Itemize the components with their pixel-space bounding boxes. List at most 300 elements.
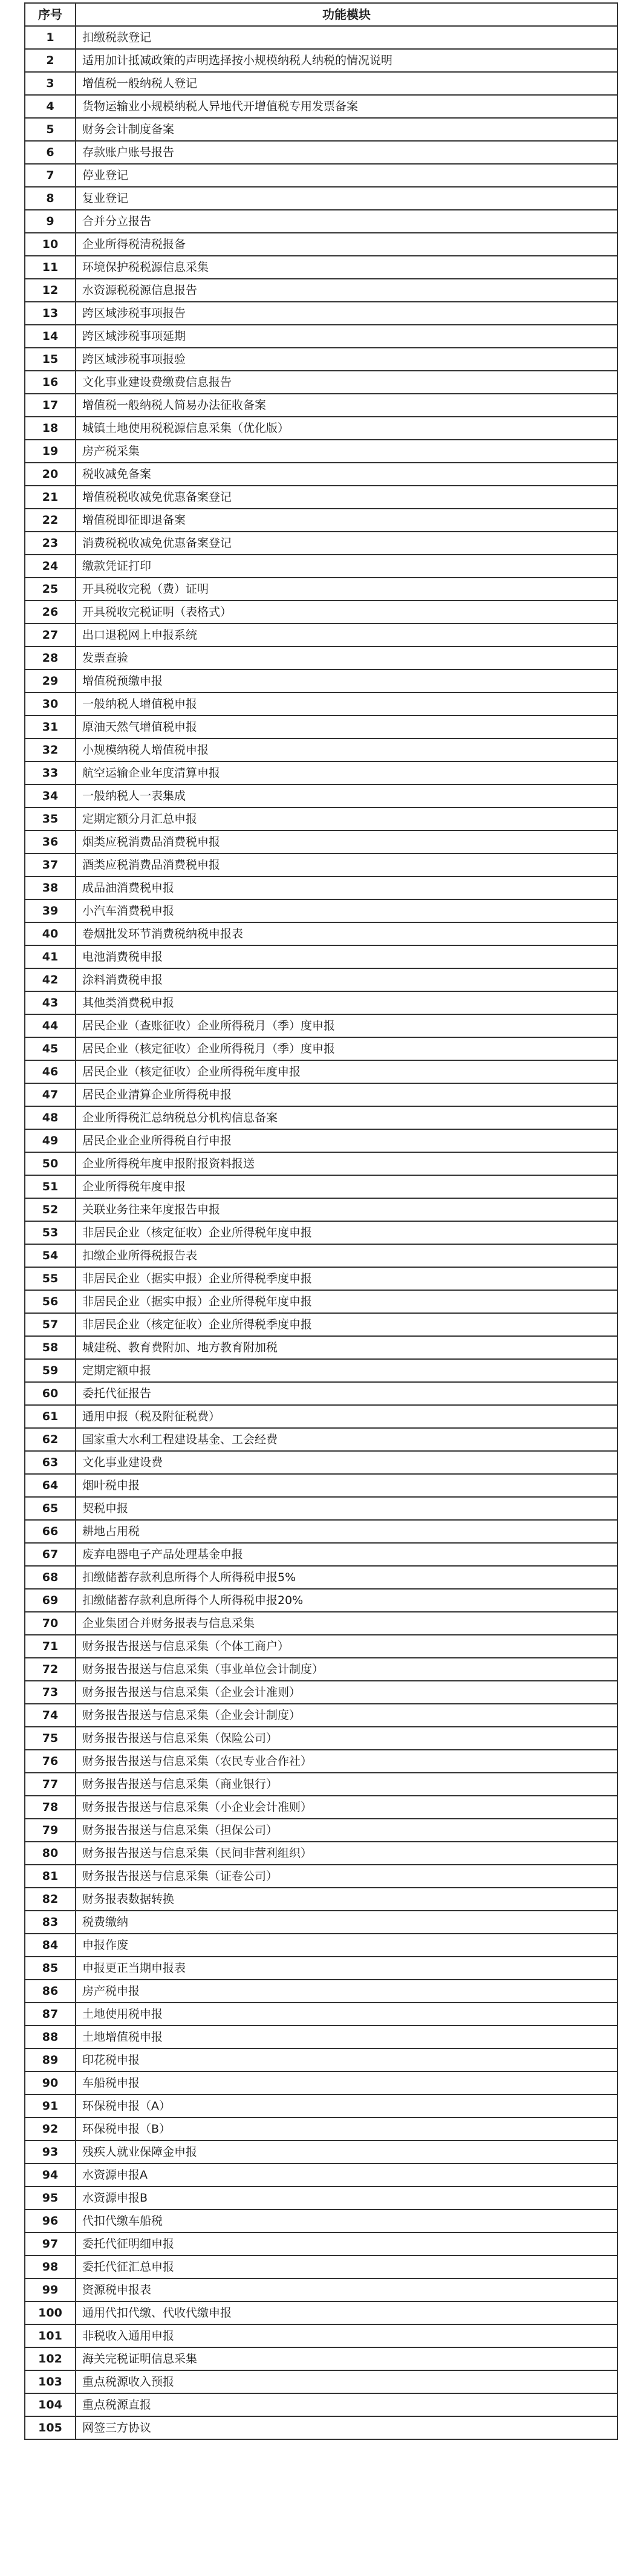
row-function-module: 停业登记 <box>76 164 617 187</box>
row-function-module: 环保税申报（A） <box>76 2095 617 2118</box>
row-function-module: 财务报告报送与信息采集（农民专业合作社） <box>76 1750 617 1773</box>
table-row <box>25 1911 617 1934</box>
row-function-module: 土地增值税申报 <box>76 2026 617 2049</box>
row-serial-number: 59 <box>25 1359 76 1382</box>
table-row <box>25 2347 617 2370</box>
table-row <box>25 1382 617 1405</box>
row-serial-number: 41 <box>25 945 76 968</box>
table-row <box>25 1980 617 2003</box>
row-serial-number: 62 <box>25 1428 76 1451</box>
table-row <box>25 1612 617 1635</box>
row-serial-number: 39 <box>25 899 76 922</box>
row-function-module: 跨区域涉税事项报告 <box>76 302 617 325</box>
row-function-module: 财务报告报送与信息采集（担保公司） <box>76 1819 617 1842</box>
row-function-module: 城建税、教育费附加、地方教育附加税 <box>76 1336 617 1359</box>
table-row <box>25 1704 617 1727</box>
row-function-module: 一般纳税人一表集成 <box>76 784 617 807</box>
row-function-module: 土地使用税申报 <box>76 2003 617 2026</box>
table-row <box>25 1152 617 1175</box>
row-function-module: 发票查验 <box>76 647 617 670</box>
table-row <box>25 1796 617 1819</box>
row-function-module: 财务报告报送与信息采集（民间非营利组织） <box>76 1842 617 1865</box>
row-serial-number: 28 <box>25 647 76 670</box>
table-row <box>25 95 617 118</box>
table-row <box>25 2393 617 2416</box>
table-row <box>25 509 617 532</box>
row-serial-number: 10 <box>25 233 76 256</box>
row-serial-number: 3 <box>25 72 76 95</box>
table-row <box>25 2049 617 2072</box>
row-function-module: 适用加计抵减政策的声明选择按小规模纳税人纳税的情况说明 <box>76 49 617 72</box>
row-function-module: 财务报告报送与信息采集（商业银行） <box>76 1773 617 1796</box>
row-serial-number: 101 <box>25 2324 76 2347</box>
row-serial-number: 89 <box>25 2049 76 2072</box>
row-function-module: 扣缴税款登记 <box>76 26 617 49</box>
row-serial-number: 38 <box>25 876 76 899</box>
row-function-module: 成品油消费税申报 <box>76 876 617 899</box>
row-function-module: 企业所得税清税报备 <box>76 233 617 256</box>
row-serial-number: 44 <box>25 1014 76 1037</box>
row-serial-number: 2 <box>25 49 76 72</box>
table-row <box>25 2370 617 2393</box>
row-function-module: 财务报告报送与信息采集（企业会计准则） <box>76 1681 617 1704</box>
table-header-row <box>25 3 617 26</box>
row-serial-number: 4 <box>25 95 76 118</box>
row-function-module: 定期定额申报 <box>76 1359 617 1382</box>
row-function-module: 增值税税收减免优惠备案登记 <box>76 486 617 509</box>
row-serial-number: 64 <box>25 1474 76 1497</box>
row-function-module: 环保税申报（B） <box>76 2118 617 2141</box>
row-function-module: 企业集团合并财务报表与信息采集 <box>76 1612 617 1635</box>
table-row <box>25 1727 617 1750</box>
row-serial-number: 61 <box>25 1405 76 1428</box>
row-function-module: 扣缴企业所得税报告表 <box>76 1244 617 1267</box>
row-serial-number: 46 <box>25 1060 76 1083</box>
row-function-module: 废弃电器电子产品处理基金申报 <box>76 1543 617 1566</box>
header-serial-number: 序号 <box>25 3 76 26</box>
table-row <box>25 693 617 716</box>
table-row <box>25 1267 617 1290</box>
table-row <box>25 555 617 578</box>
row-function-module: 委托代征报告 <box>76 1382 617 1405</box>
table-row <box>25 1106 617 1129</box>
row-function-module: 居民企业清算企业所得税申报 <box>76 1083 617 1106</box>
table-row <box>25 1037 617 1060</box>
table-row <box>25 2164 617 2186</box>
table-row <box>25 1543 617 1566</box>
table-row <box>25 2095 617 2118</box>
row-serial-number: 36 <box>25 830 76 853</box>
row-serial-number: 82 <box>25 1888 76 1911</box>
table-row <box>25 1244 617 1267</box>
row-function-module: 关联业务往来年度报告申报 <box>76 1198 617 1221</box>
row-serial-number: 14 <box>25 325 76 348</box>
row-serial-number: 92 <box>25 2118 76 2141</box>
row-serial-number: 93 <box>25 2141 76 2164</box>
row-serial-number: 73 <box>25 1681 76 1704</box>
row-serial-number: 70 <box>25 1612 76 1635</box>
row-serial-number: 97 <box>25 2232 76 2255</box>
row-serial-number: 32 <box>25 739 76 761</box>
row-function-module: 居民企业（核定征收）企业所得税月（季）度申报 <box>76 1037 617 1060</box>
row-function-module: 扣缴储蓄存款利息所得个人所得税申报20% <box>76 1589 617 1612</box>
row-function-module: 印花税申报 <box>76 2049 617 2072</box>
table-row <box>25 256 617 279</box>
table-row <box>25 647 617 670</box>
row-function-module: 申报作废 <box>76 1934 617 1957</box>
table-row <box>25 1198 617 1221</box>
table-row <box>25 739 617 761</box>
row-serial-number: 75 <box>25 1727 76 1750</box>
row-serial-number: 94 <box>25 2164 76 2186</box>
row-serial-number: 80 <box>25 1842 76 1865</box>
table-row <box>25 876 617 899</box>
table-row <box>25 2209 617 2232</box>
row-serial-number: 11 <box>25 256 76 279</box>
table-row <box>25 968 617 991</box>
table-row <box>25 2324 617 2347</box>
function-module-table <box>24 2 618 2440</box>
row-serial-number: 67 <box>25 1543 76 1566</box>
row-serial-number: 84 <box>25 1934 76 1957</box>
table-row <box>25 1635 617 1658</box>
table-row <box>25 1060 617 1083</box>
row-serial-number: 68 <box>25 1566 76 1589</box>
row-serial-number: 52 <box>25 1198 76 1221</box>
table-row <box>25 49 617 72</box>
row-function-module: 复业登记 <box>76 187 617 210</box>
row-serial-number: 48 <box>25 1106 76 1129</box>
row-function-module: 原油天然气增值税申报 <box>76 716 617 739</box>
row-function-module: 企业所得税汇总纳税总分机构信息备案 <box>76 1106 617 1129</box>
row-serial-number: 96 <box>25 2209 76 2232</box>
table-row <box>25 141 617 164</box>
row-serial-number: 22 <box>25 509 76 532</box>
table-row <box>25 1865 617 1888</box>
row-function-module: 文化事业建设费 <box>76 1451 617 1474</box>
table-row <box>25 1566 617 1589</box>
row-serial-number: 72 <box>25 1658 76 1681</box>
table-row <box>25 1520 617 1543</box>
table-row <box>25 1129 617 1152</box>
row-serial-number: 78 <box>25 1796 76 1819</box>
row-serial-number: 105 <box>25 2416 76 2439</box>
row-function-module: 国家重大水利工程建设基金、工会经费 <box>76 1428 617 1451</box>
row-function-module: 涂料消费税申报 <box>76 968 617 991</box>
table-row <box>25 716 617 739</box>
row-serial-number: 83 <box>25 1911 76 1934</box>
table-row <box>25 1083 617 1106</box>
row-serial-number: 42 <box>25 968 76 991</box>
row-function-module: 房产税申报 <box>76 1980 617 2003</box>
row-serial-number: 21 <box>25 486 76 509</box>
row-function-module: 城镇土地使用税税源信息采集（优化版） <box>76 417 617 440</box>
row-serial-number: 9 <box>25 210 76 233</box>
row-serial-number: 7 <box>25 164 76 187</box>
row-serial-number: 29 <box>25 670 76 693</box>
row-serial-number: 12 <box>25 279 76 302</box>
row-function-module: 增值税预缴申报 <box>76 670 617 693</box>
row-function-module: 财务报告报送与信息采集（证卷公司） <box>76 1865 617 1888</box>
table-row <box>25 26 617 49</box>
row-serial-number: 51 <box>25 1175 76 1198</box>
table-row <box>25 784 617 807</box>
row-function-module: 财务报告报送与信息采集（保险公司） <box>76 1727 617 1750</box>
row-function-module: 一般纳税人增值税申报 <box>76 693 617 716</box>
row-function-module: 水资源申报A <box>76 2164 617 2186</box>
row-function-module: 资源税申报表 <box>76 2278 617 2301</box>
table-row <box>25 991 617 1014</box>
table-row <box>25 853 617 876</box>
table-row <box>25 532 617 555</box>
row-function-module: 小汽车消费税申报 <box>76 899 617 922</box>
row-function-module: 契税申报 <box>76 1497 617 1520</box>
row-serial-number: 19 <box>25 440 76 463</box>
table-row <box>25 417 617 440</box>
table-row <box>25 807 617 830</box>
table-row <box>25 1658 617 1681</box>
table-row <box>25 463 617 486</box>
row-serial-number: 30 <box>25 693 76 716</box>
row-function-module: 水资源税税源信息报告 <box>76 279 617 302</box>
row-function-module: 网签三方协议 <box>76 2416 617 2439</box>
row-serial-number: 56 <box>25 1290 76 1313</box>
row-serial-number: 16 <box>25 371 76 394</box>
row-function-module: 重点税源直报 <box>76 2393 617 2416</box>
row-function-module: 财务报告报送与信息采集（事业单位会计制度） <box>76 1658 617 1681</box>
table-row <box>25 72 617 95</box>
row-function-module: 税费缴纳 <box>76 1911 617 1934</box>
row-function-module: 残疾人就业保障金申报 <box>76 2141 617 2164</box>
row-serial-number: 77 <box>25 1773 76 1796</box>
row-serial-number: 45 <box>25 1037 76 1060</box>
row-serial-number: 27 <box>25 624 76 647</box>
row-function-module: 小规模纳税人增值税申报 <box>76 739 617 761</box>
table-row <box>25 1681 617 1704</box>
table-row <box>25 1451 617 1474</box>
table-row <box>25 2003 617 2026</box>
row-serial-number: 95 <box>25 2186 76 2209</box>
row-serial-number: 5 <box>25 118 76 141</box>
row-serial-number: 100 <box>25 2301 76 2324</box>
row-serial-number: 63 <box>25 1451 76 1474</box>
table-row <box>25 348 617 371</box>
row-function-module: 开具税收完税（费）证明 <box>76 578 617 601</box>
row-function-module: 卷烟批发环节消费税纳税申报表 <box>76 922 617 945</box>
row-serial-number: 98 <box>25 2255 76 2278</box>
table-row <box>25 922 617 945</box>
row-function-module: 增值税即征即退备案 <box>76 509 617 532</box>
row-serial-number: 85 <box>25 1957 76 1980</box>
row-function-module: 海关完税证明信息采集 <box>76 2347 617 2370</box>
row-function-module: 财务报表数据转换 <box>76 1888 617 1911</box>
table-row <box>25 187 617 210</box>
table-row <box>25 1359 617 1382</box>
row-serial-number: 54 <box>25 1244 76 1267</box>
table-row <box>25 1773 617 1796</box>
row-serial-number: 102 <box>25 2347 76 2370</box>
row-function-module: 企业所得税年度申报附报资料报送 <box>76 1152 617 1175</box>
row-function-module: 电池消费税申报 <box>76 945 617 968</box>
row-serial-number: 76 <box>25 1750 76 1773</box>
row-function-module: 通用代扣代缴、代收代缴申报 <box>76 2301 617 2324</box>
table-row <box>25 761 617 784</box>
table-row <box>25 1957 617 1980</box>
row-function-module: 企业所得税年度申报 <box>76 1175 617 1198</box>
row-function-module: 非居民企业（核定征收）企业所得税季度申报 <box>76 1313 617 1336</box>
row-serial-number: 74 <box>25 1704 76 1727</box>
row-function-module: 非居民企业（据实申报）企业所得税年度申报 <box>76 1290 617 1313</box>
row-serial-number: 17 <box>25 394 76 417</box>
table-row <box>25 164 617 187</box>
row-serial-number: 87 <box>25 2003 76 2026</box>
row-serial-number: 90 <box>25 2072 76 2095</box>
row-serial-number: 15 <box>25 348 76 371</box>
row-serial-number: 88 <box>25 2026 76 2049</box>
table-row <box>25 1934 617 1957</box>
row-function-module: 申报更正当期申报表 <box>76 1957 617 1980</box>
row-serial-number: 71 <box>25 1635 76 1658</box>
row-function-module: 税收减免备案 <box>76 463 617 486</box>
row-function-module: 委托代征明细申报 <box>76 2232 617 2255</box>
row-serial-number: 91 <box>25 2095 76 2118</box>
row-function-module: 水资源申报B <box>76 2186 617 2209</box>
row-serial-number: 8 <box>25 187 76 210</box>
row-function-module: 跨区域涉税事项延期 <box>76 325 617 348</box>
row-serial-number: 69 <box>25 1589 76 1612</box>
table-row <box>25 2301 617 2324</box>
table-row <box>25 371 617 394</box>
row-function-module: 财务报告报送与信息采集（小企业会计准则） <box>76 1796 617 1819</box>
table-body <box>25 26 617 2439</box>
row-function-module: 增值税一般纳税人简易办法征收备案 <box>76 394 617 417</box>
row-serial-number: 86 <box>25 1980 76 2003</box>
table-row <box>25 2118 617 2141</box>
row-serial-number: 43 <box>25 991 76 1014</box>
table-row <box>25 233 617 256</box>
row-serial-number: 37 <box>25 853 76 876</box>
row-serial-number: 53 <box>25 1221 76 1244</box>
row-serial-number: 24 <box>25 555 76 578</box>
row-serial-number: 31 <box>25 716 76 739</box>
row-function-module: 环境保护税税源信息采集 <box>76 256 617 279</box>
row-function-module: 居民企业（查账征收）企业所得税月（季）度申报 <box>76 1014 617 1037</box>
table-row <box>25 1014 617 1037</box>
row-function-module: 非居民企业（据实申报）企业所得税季度申报 <box>76 1267 617 1290</box>
row-function-module: 增值税一般纳税人登记 <box>76 72 617 95</box>
table-row <box>25 1497 617 1520</box>
row-function-module: 烟叶税申报 <box>76 1474 617 1497</box>
table-row <box>25 486 617 509</box>
row-function-module: 居民企业企业所得税自行申报 <box>76 1129 617 1152</box>
row-function-module: 定期定额分月汇总申报 <box>76 807 617 830</box>
row-serial-number: 23 <box>25 532 76 555</box>
row-function-module: 委托代征汇总申报 <box>76 2255 617 2278</box>
row-function-module: 存款账户账号报告 <box>76 141 617 164</box>
row-serial-number: 103 <box>25 2370 76 2393</box>
table-row <box>25 830 617 853</box>
row-function-module: 航空运输企业年度清算申报 <box>76 761 617 784</box>
row-serial-number: 18 <box>25 417 76 440</box>
row-serial-number: 26 <box>25 601 76 624</box>
table-row <box>25 325 617 348</box>
row-serial-number: 104 <box>25 2393 76 2416</box>
table-row <box>25 1313 617 1336</box>
row-function-module: 耕地占用税 <box>76 1520 617 1543</box>
table-row <box>25 1842 617 1865</box>
row-serial-number: 49 <box>25 1129 76 1152</box>
row-function-module: 代扣代缴车船税 <box>76 2209 617 2232</box>
row-function-module: 车船税申报 <box>76 2072 617 2095</box>
row-function-module: 其他类消费税申报 <box>76 991 617 1014</box>
row-function-module: 酒类应税消费品消费税申报 <box>76 853 617 876</box>
table-row <box>25 1589 617 1612</box>
table-row <box>25 1290 617 1313</box>
table-row <box>25 578 617 601</box>
row-serial-number: 79 <box>25 1819 76 1842</box>
table-row <box>25 2026 617 2049</box>
row-function-module: 消费税税收减免优惠备案登记 <box>76 532 617 555</box>
row-serial-number: 66 <box>25 1520 76 1543</box>
row-function-module: 房产税采集 <box>76 440 617 463</box>
row-serial-number: 99 <box>25 2278 76 2301</box>
table-row <box>25 440 617 463</box>
row-function-module: 财务报告报送与信息采集（个体工商户） <box>76 1635 617 1658</box>
row-serial-number: 47 <box>25 1083 76 1106</box>
table-row <box>25 2255 617 2278</box>
row-function-module: 居民企业（核定征收）企业所得税年度申报 <box>76 1060 617 1083</box>
table-row <box>25 1474 617 1497</box>
row-serial-number: 65 <box>25 1497 76 1520</box>
row-serial-number: 33 <box>25 761 76 784</box>
table-row <box>25 2186 617 2209</box>
table-row <box>25 394 617 417</box>
row-serial-number: 40 <box>25 922 76 945</box>
table-row <box>25 1175 617 1198</box>
row-serial-number: 1 <box>25 26 76 49</box>
row-function-module: 烟类应税消费品消费税申报 <box>76 830 617 853</box>
header-function-module: 功能模块 <box>76 3 617 26</box>
table-row <box>25 210 617 233</box>
row-serial-number: 20 <box>25 463 76 486</box>
table-row <box>25 899 617 922</box>
table-row <box>25 118 617 141</box>
table-row <box>25 1336 617 1359</box>
row-serial-number: 6 <box>25 141 76 164</box>
row-serial-number: 13 <box>25 302 76 325</box>
row-function-module: 开具税收完税证明（表格式） <box>76 601 617 624</box>
row-serial-number: 58 <box>25 1336 76 1359</box>
row-serial-number: 25 <box>25 578 76 601</box>
row-function-module: 扣缴储蓄存款利息所得个人所得税申报5% <box>76 1566 617 1589</box>
table-row <box>25 2278 617 2301</box>
row-function-module: 重点税源收入预报 <box>76 2370 617 2393</box>
table-row <box>25 1819 617 1842</box>
table-row <box>25 2141 617 2164</box>
row-function-module: 通用申报（税及附征税费） <box>76 1405 617 1428</box>
table-row <box>25 2416 617 2439</box>
table-row <box>25 302 617 325</box>
table-row <box>25 2072 617 2095</box>
row-function-module: 缴款凭证打印 <box>76 555 617 578</box>
row-serial-number: 57 <box>25 1313 76 1336</box>
row-function-module: 财务报告报送与信息采集（企业会计制度） <box>76 1704 617 1727</box>
row-function-module: 非居民企业（核定征收）企业所得税年度申报 <box>76 1221 617 1244</box>
row-function-module: 财务会计制度备案 <box>76 118 617 141</box>
table-row <box>25 1888 617 1911</box>
row-function-module: 货物运输业小规模纳税人异地代开增值税专用发票备案 <box>76 95 617 118</box>
table-row <box>25 624 617 647</box>
